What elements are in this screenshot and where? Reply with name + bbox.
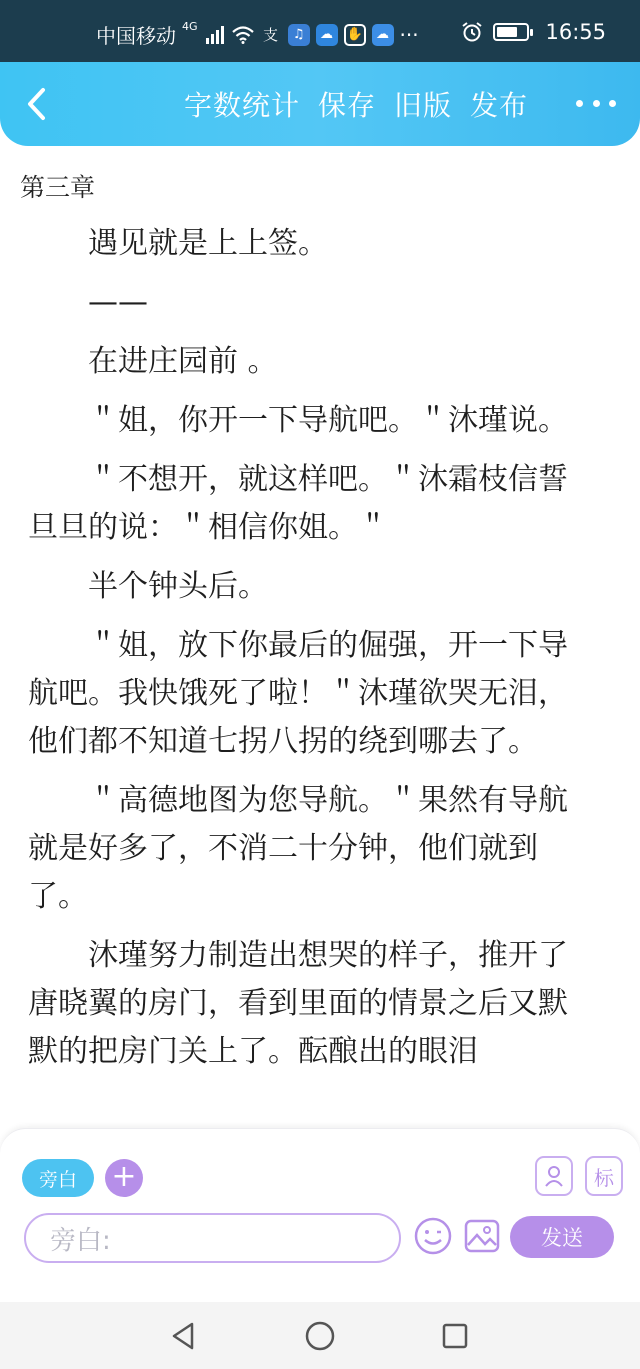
narration-input[interactable]: 旁白:	[24, 1213, 401, 1263]
character-card-button[interactable]	[535, 1156, 573, 1196]
system-nav-bar	[0, 1302, 640, 1369]
back-triangle-icon[interactable]	[163, 1316, 203, 1356]
add-role-button[interactable]: +	[105, 1159, 143, 1197]
status-left	[96, 20, 419, 49]
paragraph: ＂高德地图为您导航。＂果然有导航就是好多了，不消二十分钟，他们就到了。	[28, 783, 568, 914]
wifi-icon	[232, 24, 254, 46]
chapter-text[interactable]	[28, 220, 596, 1087]
paragraph: 半个钟头后。	[88, 569, 268, 604]
emoji-button[interactable]	[412, 1215, 454, 1257]
cloud-app-icon: ☁	[372, 24, 394, 46]
more-dots-icon[interactable]	[576, 88, 616, 118]
alipay-icon: 支	[263, 26, 279, 44]
status-bar	[0, 0, 640, 62]
character-card-icon	[541, 1162, 567, 1190]
clock-time: 16:55	[545, 20, 606, 44]
editor-header	[0, 62, 640, 146]
paragraph: ＂姐，放下你最后的倔强，开一下导航吧。我快饿死了啦！＂沐瑾欲哭无泪，他们都不知道七拐八拐的绕到哪去了。	[28, 628, 568, 759]
status-right	[461, 20, 606, 44]
recents-square-icon[interactable]	[435, 1316, 475, 1356]
paragraph: 遇见就是上上签。	[88, 226, 328, 261]
save-button[interactable]: 保存	[317, 89, 376, 122]
weather-app-icon: ☁	[316, 24, 338, 46]
word-count-button[interactable]: 字数统计	[183, 89, 300, 122]
dialogue-composer	[0, 1128, 640, 1302]
smile-icon	[413, 1216, 453, 1256]
home-circle-icon[interactable]	[300, 1316, 340, 1356]
document-body[interactable]	[0, 146, 640, 1130]
paragraph: 沐瑾努力制造出想哭的样子，推开了唐晓翼的房门，看到里面的情景之后又默默的把房门关上了。酝酿出的眼泪	[28, 938, 568, 1069]
old-version-button[interactable]: 旧版	[393, 89, 452, 122]
hand-app-icon: ✋	[344, 24, 366, 46]
chevron-left-icon	[25, 87, 47, 121]
paragraph: ＂不想开，就这样吧。＂沐霜枝信誓旦旦的说：＂相信你姐。＂	[28, 462, 568, 545]
battery-level	[497, 27, 517, 37]
chapter-title: 第三章	[20, 173, 96, 202]
network-type: 4G	[182, 20, 198, 33]
mark-button[interactable]: 标	[585, 1156, 623, 1196]
header-menu	[184, 84, 528, 124]
battery-icon	[493, 23, 529, 41]
publish-button[interactable]: 发布	[469, 89, 528, 122]
role-tag-narration[interactable]: 旁白	[22, 1159, 94, 1197]
music-app-icon: ♫	[288, 24, 310, 46]
paragraph: ＂姐，你开一下导航吧。＂沐瑾说。	[88, 403, 568, 438]
alarm-icon	[461, 21, 483, 43]
image-button[interactable]	[461, 1215, 503, 1257]
carrier-name: 中国移动	[96, 24, 176, 48]
paragraph: 在进庄园前 。	[88, 344, 278, 379]
more-notifications-icon: ···	[399, 22, 419, 47]
back-button[interactable]	[18, 84, 54, 124]
send-button[interactable]: 发送	[510, 1216, 614, 1258]
signal-icon	[204, 24, 226, 46]
image-icon	[463, 1217, 501, 1255]
paragraph: ——	[88, 285, 148, 320]
